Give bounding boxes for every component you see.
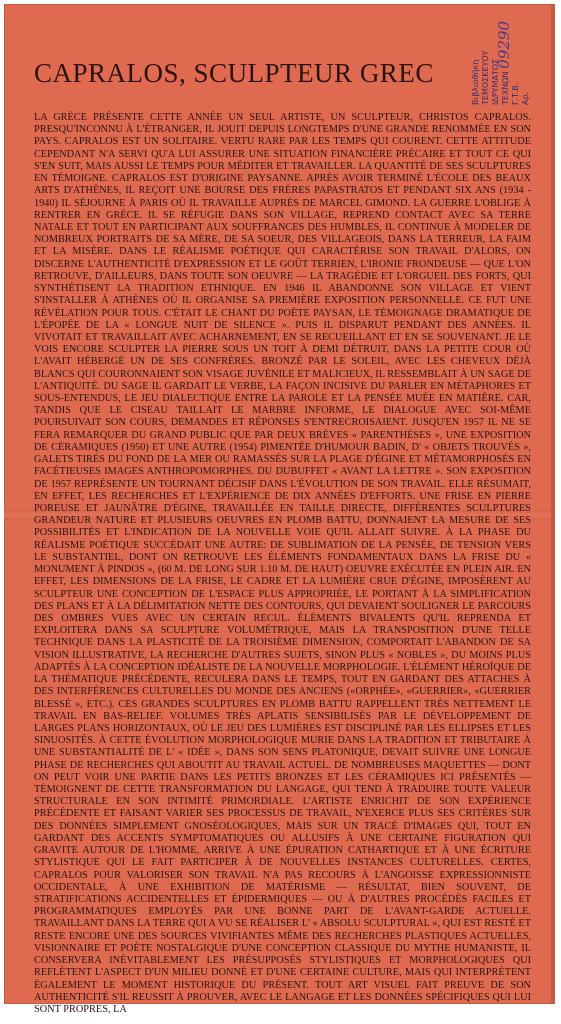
stamp-line: ΤΕΜΟΣΚΕΥΟΥ (481, 50, 490, 105)
document-title: CAPRALOS, SCULPTEUR GREC (34, 58, 434, 88)
page-edge (551, 4, 555, 1004)
stamp-line: ΙΔΡΥΜΑΤΟΣ (491, 58, 500, 105)
stamp-line: Βιβλιοθήκη (471, 59, 480, 105)
stamp-line: ΤΕΧΝΩΝ (501, 71, 510, 105)
library-stamp (465, 21, 549, 109)
stamp-line: Αρ. (521, 91, 530, 105)
stamp-code: 09290 (495, 21, 513, 69)
stamp-line: Γ.Τ.Β. (511, 82, 520, 105)
article-body: LA GRÈCE PRÉSENTE CETTE ANNÉE UN SEUL ARTISTE, UN SCULPTEUR, CHRISTOS CAPRALOS. PRESQU'INCONNU À L'ÉTRANGER, IL JOUIT DEPUIS LONGTEMPS D'UNE GRANDE RENOMMÉE EN SON PAYS. CAPRALOS EST UN SOLITAIRE. VERTU RARE PAR LES TEMPS QUI COURENT. CETTE ATTITUDE CEPENDANT N'A SERVI QU'A LUI ASSURER UNE SITUATION FINANCIÈRE PRÉCAIRE ET TOUT CE QUI S'EN SUIT, MAIS AUSSI LE TEMPS POUR MÉDITER ET TRAVAILLER. LA QUANTITÉ DE SES SCULPTURES EN TÉMOIGNE. CAPRALOS EST D'ORIGINE PAYSANNE. APRÈS AVOIR TERMINÉ L'ÉCOLE DES BEAUX ARTS D'ATHÈNES, IL REÇOIT UNE BOURSE DES FRÈRES PAPASTRATOS ET PENDANT SIX ANS (1934 - 1940) IL SÉJOURNE À PARIS OÙ IL TRAVAILLE AUPRÈS DE MARCEL GIMOND. LA GUERRE L'OBLIGE À RENTRER EN GRÈCE. IL SE RÉFUGIE DANS SON VILLAGE, REPREND CONTACT AVEC SA TERRE NATALE ET TOUT EN PARTICIPANT AUX SOUFFRANCES DES HUMBLES, IL CONTINUE À MODELER DE NOMBREUX PORTRAITS DE SA MÈRE, DE SA SOEUR, DES VILLAGEOIS, DANS LA TERREUR, LA FAIM ET LA MISÈRE. DANS LE RÉALISME POÉTIQUE QUI CARACTÉRISE SON TRAVAIL D'ALORS, ON DISCERNE L'AUTHENTICITÉ D'EXPRESSION ET LE GOÛT TERRIEN, L'IRONIE FRONDEUSE — QUE L'ON RETROUVE, D'AILLEURS, DANS TOUTE SON OEUVRE — LA TRAGÉDIE ET L'ORGUEIL DES FORTS, QUI SYNTHÉTISENT LA TRADITION ETHNIQUE. EN 1946 IL ABANDONNE SON VILLAGE ET VIENT S'INSTALLER À ATHÈNES OÙ IL ORGANISE SA PREMIÈRE EXPOSITION PERSONNELLE. CE FUT UNE RÉVÉLATION POUR TOUS. C'ÉTAIT LE CHANT DU POÈTE PAYSAN, LE TÉMOIGNAGE DRAMATIQUE DE L'ÉPOPÉE DE LA « LONGUE NUIT DE SILENCE ». PUIS IL DISPARUT PENDANT DES ANNÉES. IL VIVOTAIT ET TRAVAILLAIT AVEC ACHARNEMENT, EN SE RECUEILLANT ET EN SE SOUVENANT. JE LE VOIS ENCORE SCULPTER LA PIERRE SOUS UN TOIT À DEMI DÉTRUIT, DANS LA PETITE COUR OÙ L'AVAIT HÉBERGÉ UN DE SES CONFRÈRES. BRONZÉ PAR LE SOLEIL, AVEC LES CHEVEUX DÉJÀ BLANCS QUI COURONNAIENT SON VISAGE JUVÉNILE ET MALICIEUX, IL RESSEMBLAIT À UN SAGE DE L'ANTIQUITÉ. DU SAGE IL GARDAIT LE VERBE, LA FAÇON INCISIVE DU PARLER EN MÉTAPHORES ET SOUS-ENTENDUS, LE JEU DIALECTIQUE ENTRE LA PAROLE ET LA PENSÉE MUÉE EN MATIÈRE. CAR, TANDIS QUE LE CISEAU TAILLAIT LE MARBRE INFORME, LE DIALOGUE AVEC SOI-MÊME POURSUIVAIT SON COURS, DEMANDES ET RÉPONSES S'ENTRECROISAIENT. JUSQU'EN 1957 IL NE SE FERA REMARQUER DU GRAND PUBLIC QUE PAR DEUX BRÈVES « PARENTHÈSES », UNE EXPOSITION DE CÉRAMIQUES (1950) ET UNE AUTRE (1954) PIMENTÉE D'HUMOUR BADIN, D' « OBJETS TROUVÉS », GALETS TIRÉS DU FOND DE LA MER OU RAMASSÉS SUR LA PLAGE D'ÉGINE ET MÉTAMORPHOSÉS EN FACÉTIEUSES IMAGES ANTHROPOMORPHES. DU DUBUFFET « AVANT LA LETTRE ». SON EXPOSITION DE 1957 REPRÉSENTE UN TOURNANT DÉCISIF DANS L'ÉVOLUTION DE SON TRAVAIL. ELLE RÉSUMAIT, EN EFFET, LES RECHERCHES ET L'EXPÉRIENCE DE DIX ANNÉES D'EFFORTS. UNE FRISE EN PIERRE POREUSE ET JAUNÂTRE D'ÉGINE, TRAVAILLÉE EN TAILLE DIRECTE, DIFFÉRENTES SCULPTURES GRANDEUR NATURE ET PLUSIEURS OEUVRES EN PLOMB BATTU, DONNAIENT LA MESURE DE SES POSSIBILITÉS ET L'INDICATION DE LA NOUVELLE VOIE QU'IL ALLAIT SUIVRE. À LA PHASE DU RÉALISME POÉTIQUE SUCCÉDAIT UNE AUTRE: DE SUBLIMATION DE LA PENSÉE, DE TENSION VERS LE SUBSTANTIEL, DONT ON RETROUVE LES ÉLÉMENTS FONDAMENTAUX DANS LA FRISE DU « MONUMENT À PINDOS », (60 M. DE LONG SUR 1.10 M. DE HAUT) OEUVRE EXÉCUTÉE EN PLEIN AIR. EN EFFET, LES DIMENSIONS DE LA FRISE, LE CADRE ET LA LUMIÈRE CRUE D'ÉGINE, IMPOSÈRENT AU SCULPTEUR UNE CONCEPTION DE L'ESPACE PLUS APPROPRIÉE, LE PORTANT À LA SIMPLIFICATION DES PLANS ET À LA DÉLIMITATION NETTE DES CONTOURS, QUI DEVAIENT SOULIGNER LE PARCOURS DES OMBRES VUES AVEC UN CERTAIN RECUL. ÉLÉMENTS BIVALENTS QU'IL REPRENDA ET EXPLOITERA DANS SA SCULPTURE VOLUMÉTRIQUE, MAIS LA TRANSPOSITION D'UNE TELLE TECHNIQUE DANS LA PLASTICITÉ DE LA TROISIÈME DIMENSION, COMPORTAIT L'ABANDON DE SA VISION ILLUSTRATIVE, LA RECHERCHE D'AUTRES SUJETS, SINON PLUS « NOBLES », DU MOINS PLUS ADAPTÉS À LA CONCEPTION IDÉALISTE DE LA NOUVELLE MORPHOLOGIE. L'ÉLÉMENT HÉROÏQUE DE LA THÉMATIQUE PRÉCÉDENTE, RECULERA DANS LE TEMPS, TOUT EN GARDANT DES ATTACHES À DES INTERFÉRENCES CULTURELLES DU MONDE DES ANCIENS («ORPHÉE», «GUERRIER», «GUERRIER BLESSÉ », ETC.). CES GRANDES SCULPTURES EN PLOMB BATTU RAPPELLENT TRÈS NETTEMENT LE TRAVAIL EN BAS-RELIEF. VOLUMES TRÈS APLATIS SENSIBILISÉS PAR LE DÉVELOPPEMENT DE LARGES PLANS HORIZONTAUX, OÙ LE JEU DES LUMIÈRES EST DISCIPLINÉ PAR LES ELLIPSES ET LES SINUOSITÉS. À CETTE ÉVOLUTION MORPHOLOGIQUE MURIE DANS LA TRADITION ET TRIBUTAIRE À UNE SUBSTANTIALITÉ DE L' « IDÉE », DANS SON SENS PLATONIQUE, DEVAIT SUIVRE UNE LONGUE PHASE DE RECHERCHES QUI ABOUTIT AU TRAVAIL ACTUEL. DE NOMBREUSES MAQUETTES — DONT ON PEUT VOIR UNE PARTIE DANS LES PETITS BRONZES ET LES CÉRAMIQUES ICI PRÉSENTÉS — TÉMOIGNENT DE CETTE TRANSFORMATION DU LANGAGE, QUI TEND À TRADUIRE TOUTE VALEUR STRUCTURALE EN SON INTIMITÉ PRIMORDIALE. L'ARTISTE ENRICHIT DE SON EXPÉRIENCE PRÉCÉDENTE ET FAISANT VARIER SES PROCESSUS DE TRAVAIL, N'EXERCE PLUS SES CRITÈRES SUR DES DONNÉES SIMPLEMENT GNOSÉOLOGIQUES, MAIS SUR UN TRACÉ D'IMAGES QUI, TOUT EN GARDANT DES ACCENTS SYMPTOMATIQUES OU ALLUSIFS À UNE CERTAINE FIGURATION QUI GRAVITE AUTOUR DE L'HOMME, ARRIVE À UNE ÉPURATION CATHARTIQUE ET À UNE ÉCRITURE STYLISTIQUE QUI LE FAIT PARTICIPER À DE NOUVELLES INSTANCES CULTURELLES. CERTES, CAPRALOS POUR VALORISER SON TRAVAIL N'A PAS RECOURS À L'ANGOISSE EXPRESSIONNISTE OCCIDENTALE, À UNE EXHIBITION DE MATÉRISME — RÉSULTAT, BIEN SOUVENT, DE STRATIFICATIONS ACCIDENTELLES ET ÉPIDERMIQUES — OU À D'AUTRES PROCÉDÉS FACILES ET PROGRAMMATIQUES EMPLOYÉS PAR UNE BONNE PART DE L'AVANT-GARDE ACTUELLE. TRAVAILLANT DANS LA TERRE QUI A VU SE RÉALISER L' « ABSOLU SCULPTURAL », QUI EST RESTÉ ET RESTE ENCORE UNE DES SOURCES VIVIFIANTES MÊME DES RECHERCHES PLASTIQUES ACTUELLES, VISIONNAIRE ET POÈTE NOSTALGIQUE D'UNE CONCEPTION CLASSIQUE DU MYTHE HUMANISTE, IL CONSERVERA INÉVITABLEMENT LES PRÉSUPPOSÉS STYLISTIQUES ET MORPHOLOGIQUES QUI REFLÈTENT L'ASPECT D'UN MILIEU DONNÉ ET D'UNE CERTAINE CULTURE, MAIS QUI INTERPRÈTENT ÉGALEMENT LE MOMENT HISTORIQUE DU PRÉSENT. TOUT ART VISUEL FAIT PREUVE DE SON AUTHENTICITÉ S'IL REUSSIT À PROUVER, AVEC LE LANGAGE ET LES DONNÉES SPÉCIFIQUES QUI LUI SONT PROPRES, LA (34, 112, 531, 1015)
